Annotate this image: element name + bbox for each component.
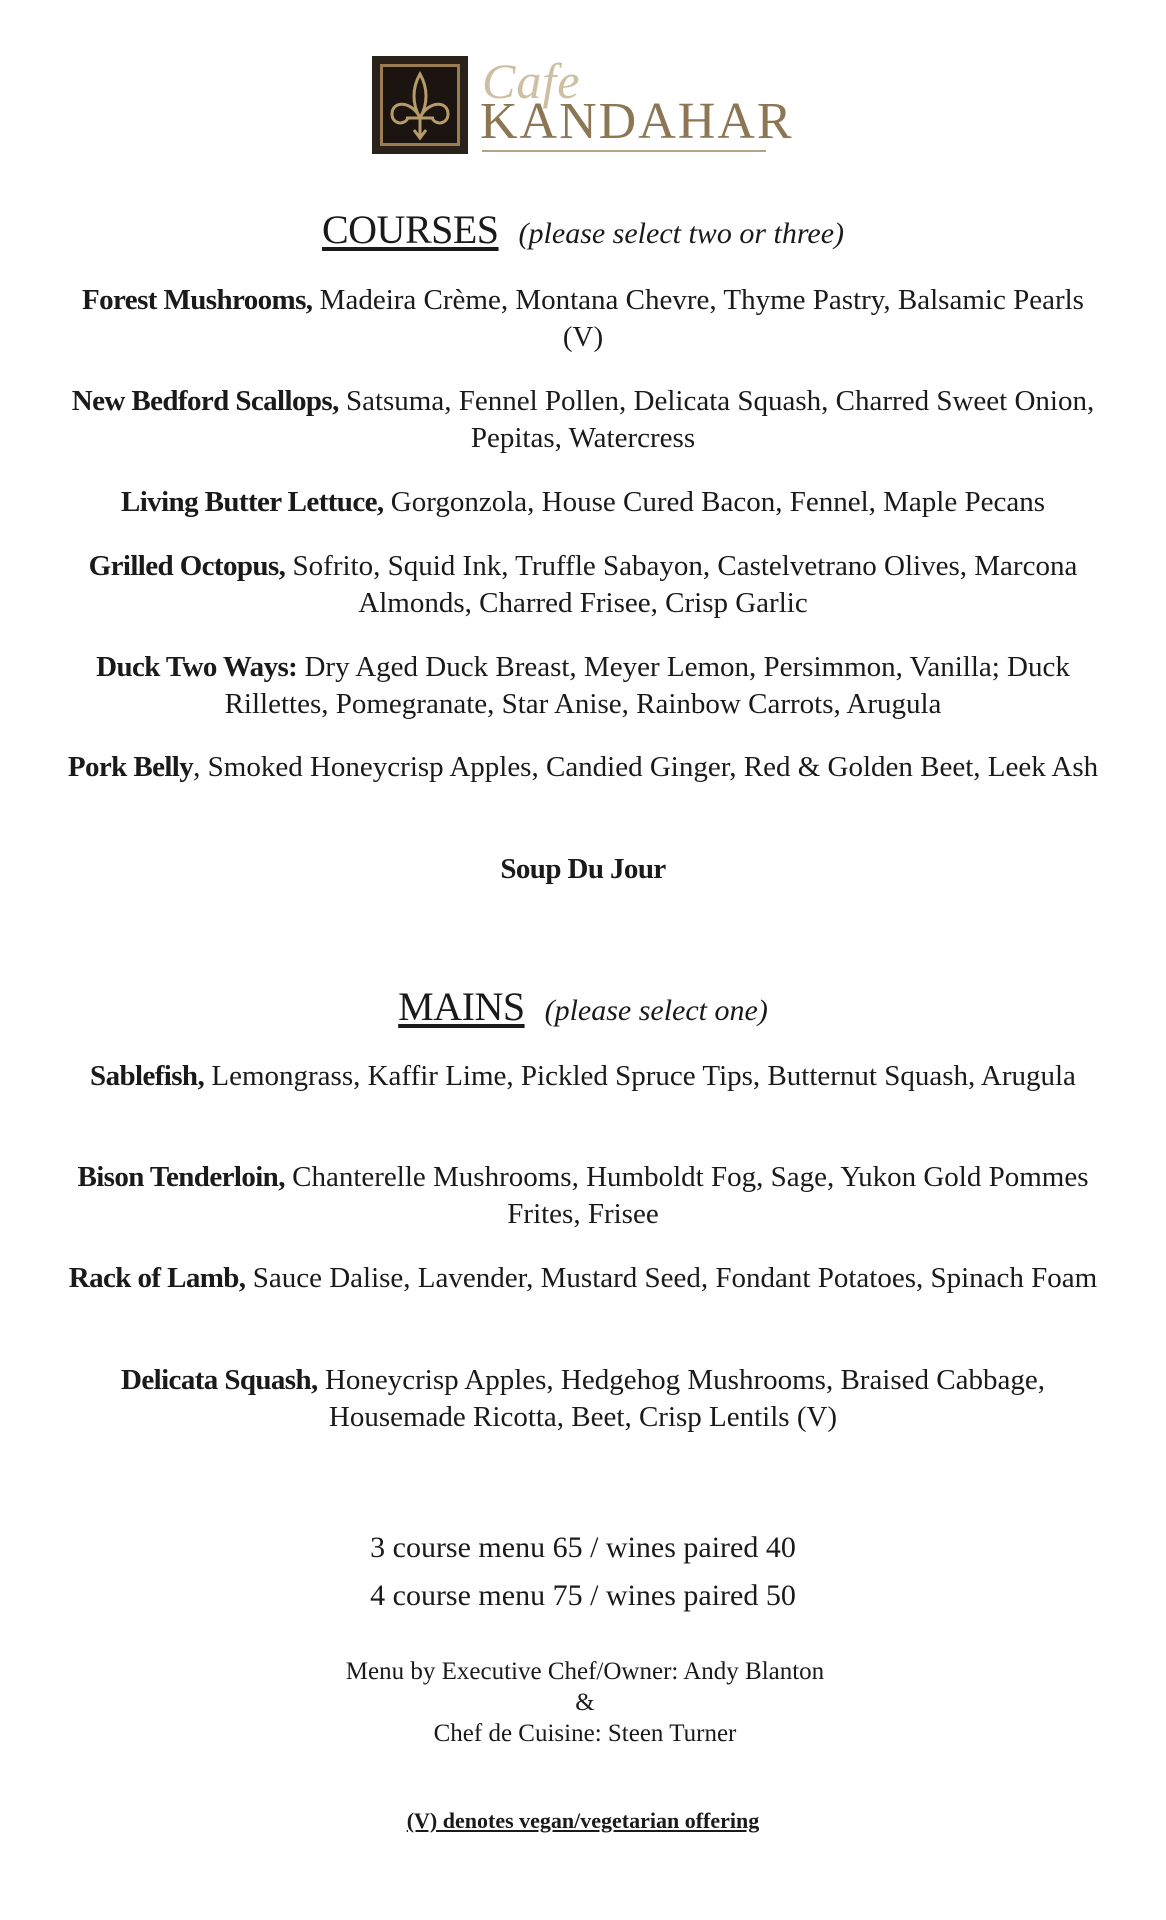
dish-description: Sofrito, Squid Ink, Truffle Sabayon, Castelvetrano Olives, Marcona Almonds, Charred Frisee, Crisp Garlic xyxy=(285,550,1078,619)
course-item xyxy=(64,282,1102,356)
courses-note: (please select two or three) xyxy=(518,217,845,250)
dish-description: Satsuma, Fennel Pollen, Delicata Squash, Charred Sweet Onion, Pepitas, Watercress xyxy=(338,385,1095,454)
fleur-de-lis-icon xyxy=(372,56,468,154)
dish-name: Duck Two Ways: xyxy=(96,651,298,683)
chef-credits xyxy=(300,1656,870,1749)
dish-name: Soup Du Jour xyxy=(500,853,666,885)
main-item xyxy=(64,1260,1102,1297)
dish-name: Bison Tenderloin, xyxy=(77,1161,285,1193)
dish-description: Lemongrass, Kaffir Lime, Pickled Spruce Tips, Butternut Squash, Arugula xyxy=(204,1060,1076,1092)
mains-title: MAINS xyxy=(398,984,525,1029)
logo-name: KANDAHAR xyxy=(480,93,794,150)
dish-description: , Smoked Honeycrisp Apples, Candied Ginger, Red & Golden Beet, Leek Ash xyxy=(193,751,1099,783)
main-item xyxy=(64,1058,1102,1095)
dish-name: Sablefish, xyxy=(90,1060,205,1092)
vegan-legend: (V) denotes vegan/vegetarian offering xyxy=(406,1808,760,1833)
courses-heading xyxy=(0,206,1166,253)
credit-ampersand: & xyxy=(575,1689,595,1716)
dish-description: Dry Aged Duck Breast, Meyer Lemon, Persimmon, Vanilla; Duck Rillettes, Pomegranate, Star Anise, Rainbow Carrots, Arugula xyxy=(224,651,1070,720)
course-item xyxy=(64,548,1102,622)
mains-heading xyxy=(0,983,1166,1030)
course-item xyxy=(64,749,1102,786)
dish-name: Rack of Lamb, xyxy=(68,1262,246,1294)
logo-cafe-script: Cafe xyxy=(482,53,581,109)
main-item xyxy=(64,1159,1102,1233)
price-line-3-course: 3 course menu 65 / wines paired 40 xyxy=(370,1531,796,1564)
dish-description: Madeira Crème, Montana Chevre, Thyme Pastry, Balsamic Pearls (V) xyxy=(312,284,1084,353)
dish-name: Grilled Octopus, xyxy=(88,550,286,582)
dish-name: Delicata Squash, xyxy=(121,1364,318,1396)
dish-description: Gorgonzola, House Cured Bacon, Fennel, Maple Pecans xyxy=(383,486,1046,518)
course-item xyxy=(64,649,1102,723)
price-line-4-course: 4 course menu 75 / wines paired 50 xyxy=(370,1579,796,1612)
course-item xyxy=(64,383,1102,457)
credit-executive-chef: Menu by Executive Chef/Owner: Andy Blanton xyxy=(345,1658,825,1685)
dish-description: Honeycrisp Apples, Hedgehog Mushrooms, Braised Cabbage, Housemade Ricotta, Beet, Crisp Lentils (V) xyxy=(317,1364,1045,1433)
course-item xyxy=(64,851,1102,888)
dish-name: New Bedford Scallops, xyxy=(71,385,339,417)
logo-mark xyxy=(372,56,468,154)
dish-name: Living Butter Lettuce, xyxy=(120,486,384,518)
dish-name: Forest Mushrooms, xyxy=(82,284,313,316)
course-item xyxy=(64,484,1102,521)
logo-underline xyxy=(482,150,766,152)
courses-title: COURSES xyxy=(321,207,499,252)
cafe-kandahar-logo xyxy=(372,53,794,154)
dish-description: Sauce Dalise, Lavender, Mustard Seed, Fondant Potatoes, Spinach Foam xyxy=(245,1262,1098,1294)
dish-name: Pork Belly xyxy=(67,751,194,783)
credit-chef-de-cuisine: Chef de Cuisine: Steen Turner xyxy=(433,1720,737,1747)
dish-description: Chanterelle Mushrooms, Humboldt Fog, Sage, Yukon Gold Pommes Frites, Frisee xyxy=(284,1161,1089,1230)
main-item xyxy=(64,1362,1102,1436)
mains-note: (please select one) xyxy=(544,994,768,1027)
